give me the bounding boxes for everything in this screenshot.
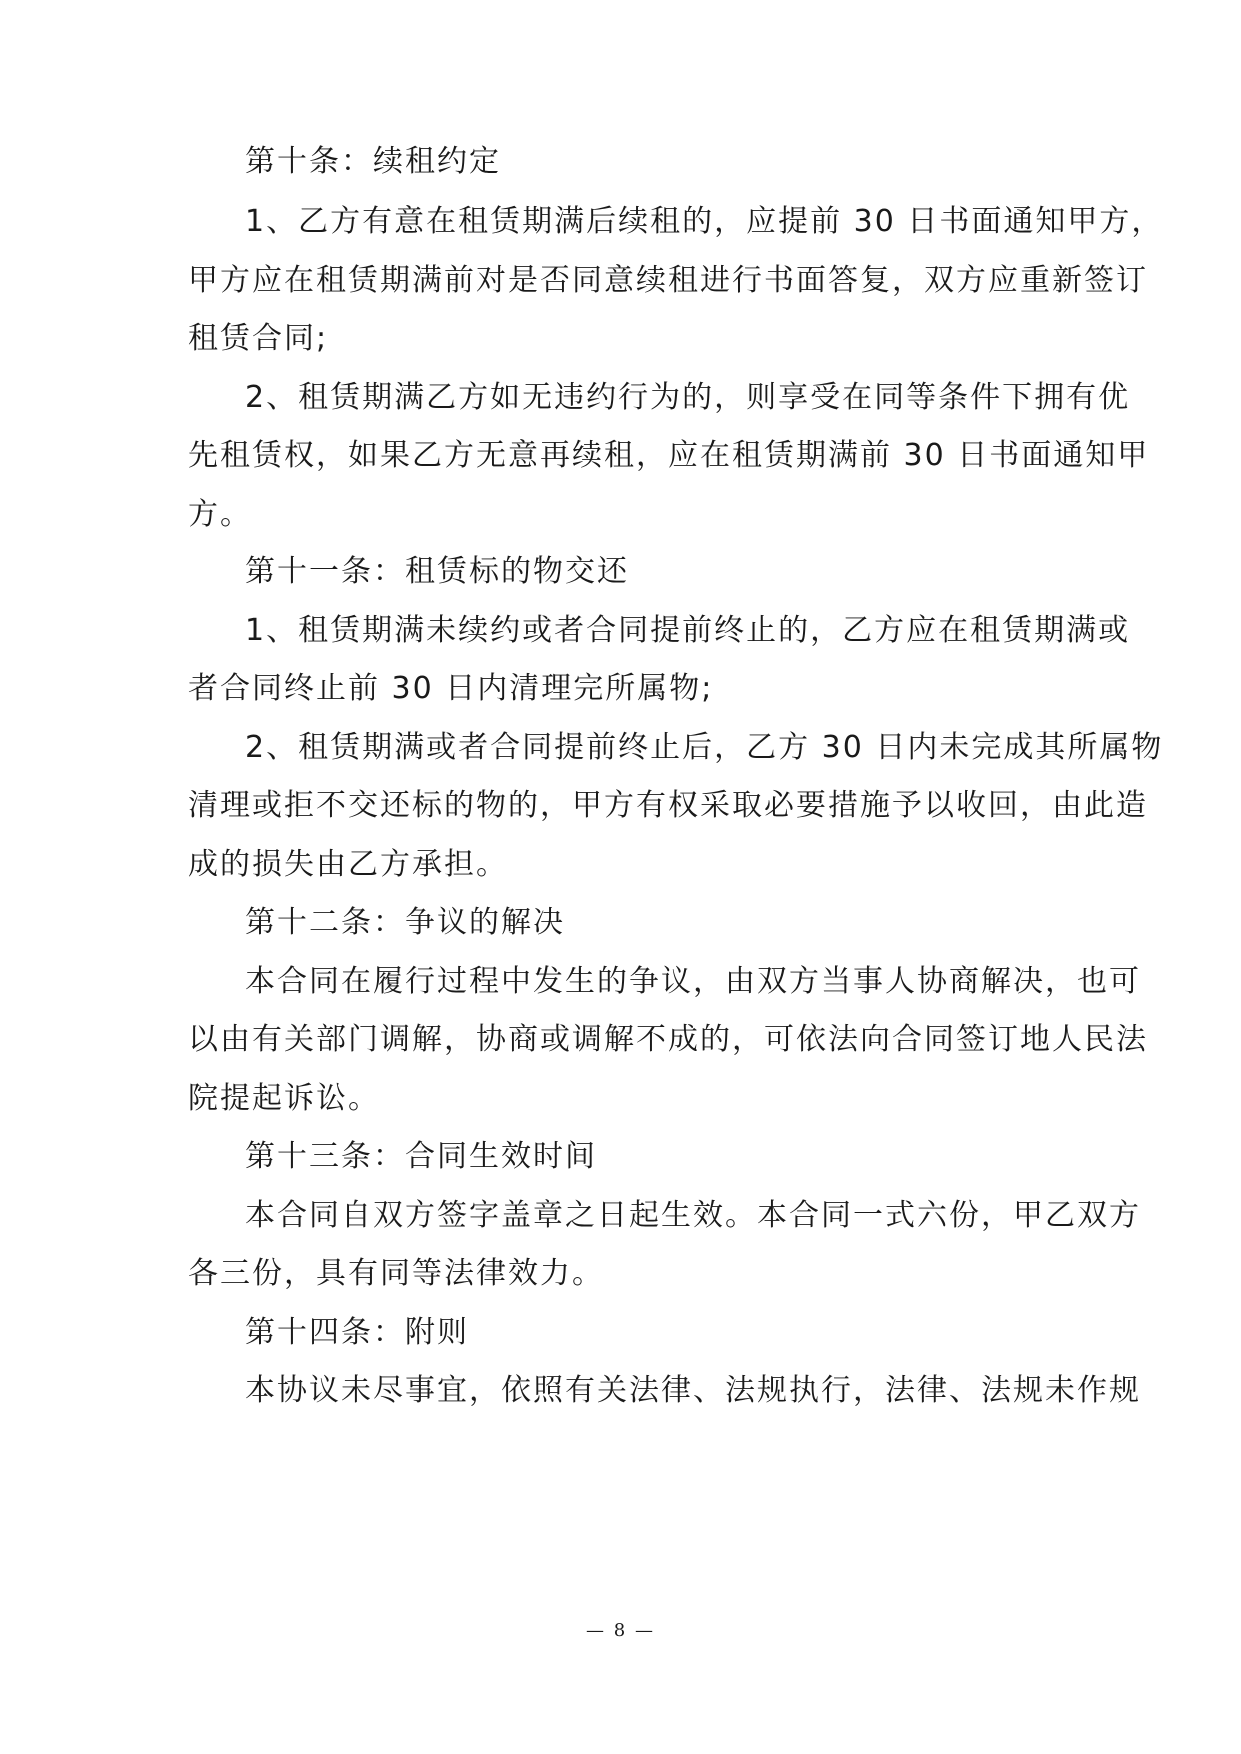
paragraph-line: 先租赁权，如果乙方无意再续租，应在租赁期满前 30 日书面通知甲 <box>188 438 1150 473</box>
paragraph-line: 2、租赁期满乙方如无违约行为的，则享受在同等条件下拥有优 <box>245 380 1131 415</box>
paragraph-line: 1、乙方有意在租赁期满后续租的，应提前 30 日书面通知甲方， <box>245 204 1164 239</box>
paragraph-line: 清理或拒不交还标的物的，甲方有权采取必要措施予以收回，由此造 <box>188 788 1148 823</box>
article-13-heading: 第十三条：合同生效时间 <box>245 1139 597 1174</box>
paragraph-line: 者合同终止前 30 日内清理完所属物; <box>188 671 714 706</box>
paragraph-line: 1、租赁期满未续约或者合同提前终止的，乙方应在租赁期满或 <box>245 613 1131 648</box>
article-11-heading: 第十一条：租赁标的物交还 <box>245 554 629 589</box>
paragraph-line: 各三份，具有同等法律效力。 <box>188 1256 604 1291</box>
paragraph-line: 成的损失由乙方承担。 <box>188 847 508 882</box>
paragraph-line: 租赁合同; <box>188 321 329 356</box>
paragraph-line: 本协议未尽事宜，依照有关法律、法规执行，法律、法规未作规 <box>245 1373 1141 1408</box>
article-14-heading: 第十四条：附则 <box>245 1315 469 1350</box>
page-number: — 8 — <box>586 1620 655 1641</box>
article-10-heading: 第十条：续租约定 <box>245 144 501 179</box>
paragraph-line: 院提起诉讼。 <box>188 1081 380 1116</box>
paragraph-line: 2、租赁期满或者合同提前终止后，乙方 30 日内未完成其所属物 <box>245 730 1164 765</box>
paragraph-line: 本合同自双方签字盖章之日起生效。本合同一式六份，甲乙双方 <box>245 1198 1141 1233</box>
paragraph-line: 以由有关部门调解，协商或调解不成的，可依法向合同签订地人民法 <box>188 1022 1148 1057</box>
paragraph-line: 本合同在履行过程中发生的争议，由双方当事人协商解决，也可 <box>245 964 1141 999</box>
paragraph-line: 方。 <box>188 497 252 532</box>
paragraph-line: 甲方应在租赁期满前对是否同意续租进行书面答复，双方应重新签订 <box>188 263 1148 298</box>
article-12-heading: 第十二条：争议的解决 <box>245 905 565 940</box>
